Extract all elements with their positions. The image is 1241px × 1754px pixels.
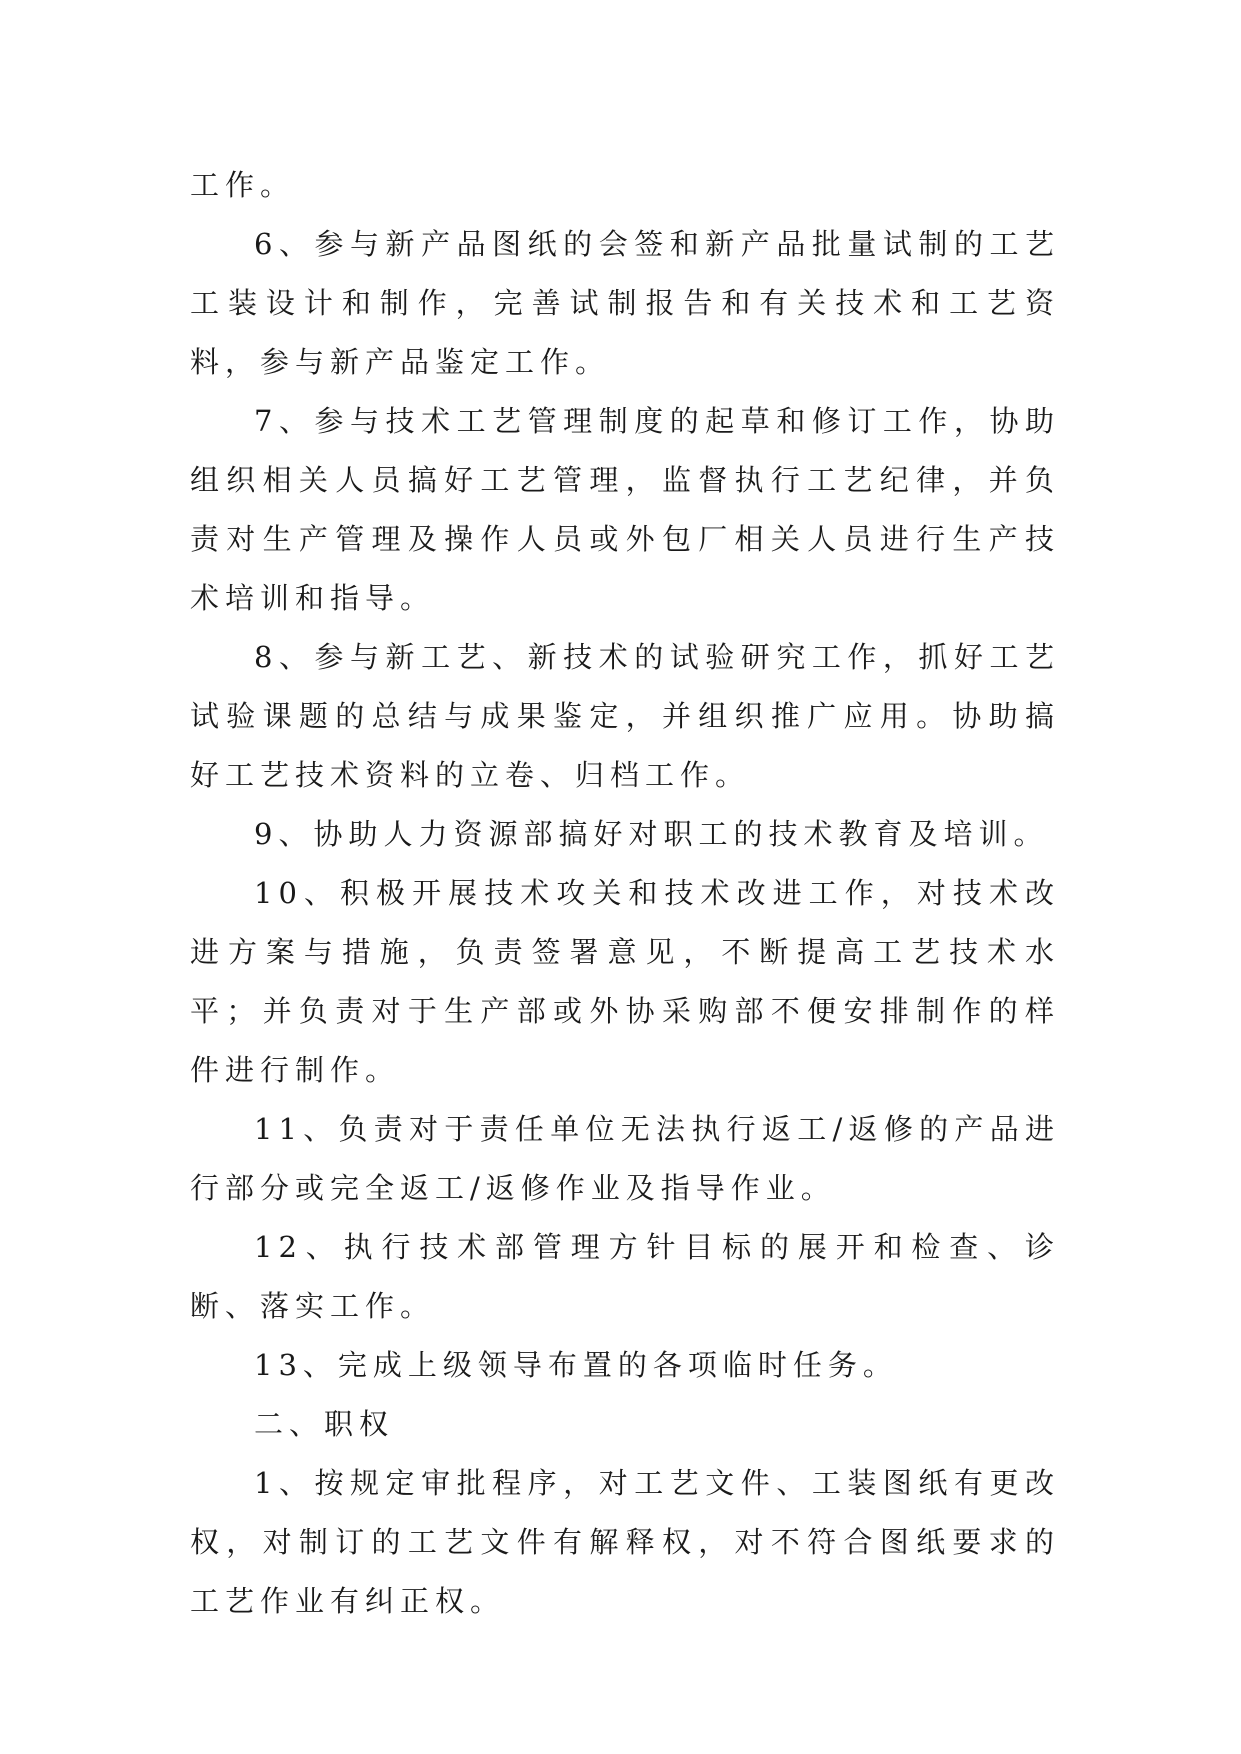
paragraph-authority-item-1: 1、按规定审批程序，对工艺文件、工装图纸有更改权，对制订的工艺文件有解释权，对不符合图纸要求的工艺作业有纠正权。 xyxy=(190,1466,1060,1618)
section-heading-authority: 二、职权 xyxy=(254,1407,395,1441)
paragraph-item-13: 13、完成上级领导布置的各项临时任务。 xyxy=(254,1348,898,1382)
document-body xyxy=(190,156,1060,1631)
paragraph-item-7: 7、参与技术工艺管理制度的起草和修订工作，协助组织相关人员搞好工艺管理，监督执行工艺纪律，并负责对生产管理及操作人员或外包厂相关人员进行生产技术培训和指导。 xyxy=(190,404,1060,615)
paragraph-item-6: 6、参与新产品图纸的会签和新产品批量试制的工艺工装设计和制作，完善试制报告和有关技术和工艺资料，参与新产品鉴定工作。 xyxy=(190,227,1060,379)
paragraph-item-10: 10、积极开展技术攻关和技术改进工作，对技术改进方案与措施，负责签署意见，不断提高工艺技术水平；并负责对于生产部或外协采购部不便安排制作的样件进行制作。 xyxy=(190,876,1060,1087)
paragraph-item-12: 12、执行技术部管理方针目标的展开和检查、诊断、落实工作。 xyxy=(190,1230,1060,1323)
paragraph-continuation: 工作。 xyxy=(190,168,296,202)
paragraph-item-8: 8、参与新工艺、新技术的试验研究工作，抓好工艺试验课题的总结与成果鉴定，并组织推广应用。协助搞好工艺技术资料的立卷、归档工作。 xyxy=(190,640,1060,792)
paragraph-item-9: 9、协助人力资源部搞好对职工的技术教育及培训。 xyxy=(254,817,1049,851)
paragraph-item-11: 11、负责对于责任单位无法执行返工/返修的产品进行部分或完全返工/返修作业及指导作业。 xyxy=(190,1112,1060,1205)
